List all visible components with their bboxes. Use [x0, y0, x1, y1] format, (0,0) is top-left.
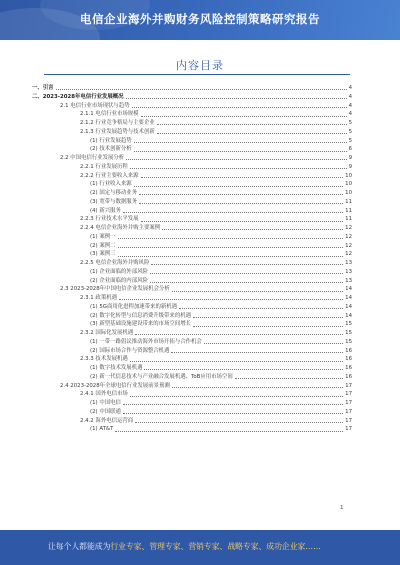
- toc-leader-dots: [123, 212, 343, 213]
- toc-entry-title: 2.4 2023-2028年全球电信行业发展前景预测: [60, 382, 170, 389]
- table-of-contents: [32, 84, 352, 434]
- toc-entry-page: 16: [345, 356, 352, 363]
- toc-entry[interactable]: [32, 268, 352, 277]
- toc-entry[interactable]: [32, 329, 352, 338]
- toc-leader-dots: [123, 413, 343, 414]
- toc-leader-dots: [130, 361, 343, 362]
- toc-entry-title: 2.1.2 行业竞争格局与主要企业: [80, 120, 155, 126]
- toc-entry-title: 2.4.1 国外电信市场: [80, 391, 128, 398]
- toc-entry-title: (1) 行业收入来源: [90, 181, 132, 188]
- toc-leader-dots: [157, 133, 347, 134]
- toc-leader-dots: [171, 352, 343, 353]
- footer-slogan: [48, 541, 321, 552]
- toc-entry[interactable]: [32, 198, 352, 207]
- toc-entry[interactable]: [32, 425, 352, 434]
- toc-entry-page: 5: [348, 120, 352, 126]
- toc-entry-title: 2.2.4 电信企业海外并购主要案例: [80, 225, 161, 231]
- toc-leader-dots: [172, 291, 343, 292]
- toc-leader-dots: [235, 378, 343, 379]
- toc-entry-page: 12: [345, 233, 352, 240]
- toc-entry-title: (1) 中国电信: [90, 400, 121, 406]
- toc-leader-dots: [123, 404, 343, 405]
- toc-entry[interactable]: [32, 233, 352, 242]
- toc-entry-title: 一、引言: [32, 85, 54, 91]
- toc-leader-dots: [118, 256, 344, 257]
- toc-entry[interactable]: [32, 180, 352, 189]
- toc-entry-title: 2.2.2 行业主要收入来源: [80, 172, 139, 179]
- report-title: 电信企业海外并购财务风险控制策略研究报告: [80, 12, 320, 26]
- toc-entry[interactable]: [32, 312, 352, 321]
- toc-leader-dots: [130, 396, 343, 397]
- toc-leader-dots: [126, 159, 346, 160]
- toc-entry-page: 4: [348, 93, 352, 100]
- toc-leader-dots: [141, 177, 344, 178]
- toc-entry[interactable]: [32, 285, 352, 294]
- toc-entry-page: 4: [348, 102, 352, 109]
- toc-entry[interactable]: [32, 250, 352, 259]
- toc-leader-dots: [179, 308, 343, 309]
- toc-entry[interactable]: [32, 137, 352, 146]
- toc-leader-dots: [204, 343, 343, 344]
- toc-entry-title: 2.2.3 行业技术水平发展: [80, 216, 139, 223]
- toc-entry-title: (2) 固定与移动业务: [90, 190, 138, 196]
- toc-entry-title: 2.2.5 电信企业海外并购风险: [80, 260, 150, 266]
- toc-entry[interactable]: [32, 102, 352, 111]
- toc-entry-title: 2.3.2 国际化发展机遇: [80, 330, 134, 336]
- toc-entry[interactable]: [32, 110, 352, 119]
- toc-entry-title: (3) 新型基础设施建设带来的市场空间增长: [90, 321, 191, 328]
- toc-entry-page: 5: [348, 137, 352, 144]
- toc-leader-dots: [134, 151, 347, 152]
- toc-entry-page: 14: [345, 295, 352, 301]
- toc-entry-title: (1) 企业面临的外部风险: [90, 268, 148, 275]
- toc-entry-page: 16: [345, 347, 352, 354]
- toc-entry[interactable]: [32, 145, 352, 154]
- toc-leader-dots: [150, 273, 343, 274]
- toc-entry-page: 6: [348, 146, 352, 153]
- toc-entry-page: 12: [345, 251, 352, 258]
- toc-leader-dots: [162, 229, 343, 230]
- toc-entry-page: 12: [345, 225, 352, 231]
- toc-entry-page: 15: [345, 330, 352, 336]
- toc-entry[interactable]: [32, 215, 352, 224]
- toc-leader-dots: [130, 168, 347, 169]
- toc-entry-page: 10: [345, 181, 352, 188]
- toc-entry-page: 15: [345, 321, 352, 328]
- toc-entry-page: 14: [345, 303, 352, 310]
- toc-leader-dots: [126, 98, 347, 99]
- toc-entry-title: 2.2.1 行业发展历程: [80, 163, 128, 170]
- toc-entry[interactable]: [32, 408, 352, 417]
- toc-leader-dots: [150, 282, 343, 283]
- toc-entry[interactable]: [32, 417, 352, 426]
- toc-divider: [44, 74, 350, 75]
- toc-leader-dots: [56, 89, 347, 90]
- toc-entry[interactable]: [32, 207, 352, 216]
- toc-entry[interactable]: [32, 189, 352, 198]
- toc-leader-dots: [115, 431, 343, 432]
- toc-entry-title: (3) 宽带与数据服务: [90, 198, 138, 205]
- toc-entry[interactable]: [32, 128, 352, 137]
- toc-entry-page: 16: [345, 373, 352, 380]
- toc-leader-dots: [141, 221, 344, 222]
- toc-leader-dots: [135, 334, 343, 335]
- toc-entry[interactable]: [32, 154, 352, 163]
- toc-entry-title: (1) 5G商用化进程加速带来的新机遇: [90, 303, 178, 310]
- toc-entry-title: (1) 行业发展趋势: [90, 137, 132, 144]
- toc-entry-page: 17: [345, 417, 352, 424]
- toc-leader-dots: [139, 203, 343, 204]
- toc-entry-page: 17: [345, 400, 352, 406]
- toc-entry[interactable]: [32, 382, 352, 391]
- toc-entry-page: 9: [348, 163, 352, 170]
- toc-entry[interactable]: [32, 163, 352, 172]
- toc-entry-page: 4: [348, 111, 352, 118]
- toc-entry[interactable]: [32, 338, 352, 347]
- toc-leader-dots: [141, 116, 347, 117]
- toc-entry-page: 13: [345, 268, 352, 275]
- toc-entry[interactable]: [32, 242, 352, 251]
- toc-entry-title: (2) 技术创新分析: [90, 146, 132, 153]
- toc-entry-title: 2.4.2 海外电信运营商: [80, 417, 134, 424]
- toc-entry-page: 10: [345, 172, 352, 179]
- toc-leader-dots: [193, 317, 343, 318]
- toc-entry-page: 17: [345, 391, 352, 398]
- toc-entry-title: (4) 新兴服务: [90, 207, 121, 214]
- toc-entry-title: (2) 企业面临的内部风险: [90, 277, 148, 284]
- toc-leader-dots: [119, 299, 343, 300]
- footer-slogan-prefix: 让每个人都能成为: [48, 542, 111, 551]
- footer-slogan-highlight: 行业专家、管理专家、营销专家、战略专家、成功企业家……: [110, 542, 321, 551]
- toc-entry[interactable]: [32, 119, 352, 128]
- toc-entry-page: 11: [345, 207, 352, 214]
- toc-entry-title: 2.3.1 政策机遇: [80, 295, 117, 301]
- toc-leader-dots: [134, 186, 343, 187]
- toc-entry-title: (3) 案例三: [90, 251, 116, 258]
- toc-entry-page: 10: [345, 190, 352, 196]
- toc-entry-page: 11: [345, 198, 352, 205]
- toc-entry-title: (1) 数字技术发展机遇: [90, 365, 143, 371]
- toc-entry-title: 2.2 中国电信行业发展分析: [60, 155, 125, 161]
- toc-entry-page: 16: [345, 365, 352, 371]
- toc-leader-dots: [151, 264, 343, 265]
- toc-leader-dots: [132, 107, 347, 108]
- toc-entry[interactable]: [32, 259, 352, 268]
- toc-leader-dots: [172, 387, 343, 388]
- toc-leader-dots: [135, 422, 343, 423]
- toc-entry[interactable]: [32, 320, 352, 329]
- toc-entry[interactable]: [32, 93, 352, 102]
- toc-entry-page: 11: [345, 216, 352, 223]
- toc-leader-dots: [157, 124, 347, 125]
- toc-leader-dots: [144, 369, 343, 370]
- toc-entry-title: (2) 新一代信息技术与产业融合发展机遇、ToB应用市场空间: [90, 373, 233, 380]
- toc-entry-title: (1) 案例一: [90, 233, 116, 240]
- toc-entry-title: (1) 一带一路倡议推动海外市场开拓与合作机会: [90, 338, 202, 345]
- toc-entry-title: 2.3.3 技术发展机遇: [80, 356, 128, 363]
- toc-leader-dots: [139, 194, 343, 195]
- toc-entry-page: 17: [345, 382, 352, 389]
- toc-leader-dots: [118, 238, 344, 239]
- toc-entry-page: 14: [345, 312, 352, 319]
- toc-entry[interactable]: [32, 355, 352, 364]
- toc-entry[interactable]: [32, 172, 352, 181]
- toc-entry-page: 12: [345, 242, 352, 249]
- toc-entry-page: 13: [345, 260, 352, 266]
- toc-entry[interactable]: [32, 277, 352, 286]
- page-number: 1: [340, 505, 344, 511]
- toc-entry-title: 2.3 2023-2028年中国电信企业发展机会分析: [60, 286, 170, 293]
- toc-entry[interactable]: [32, 303, 352, 312]
- toc-entry[interactable]: [32, 347, 352, 356]
- toc-entry-title: (1) AT&T: [90, 426, 114, 433]
- toc-leader-dots: [118, 247, 344, 248]
- toc-entry-page: 4: [348, 85, 352, 91]
- toc-entry[interactable]: [32, 373, 352, 382]
- toc-entry-page: 17: [345, 426, 352, 433]
- toc-entry-page: 9: [348, 155, 352, 161]
- toc-entry[interactable]: [32, 84, 352, 93]
- toc-entry-page: 13: [345, 277, 352, 284]
- toc-entry[interactable]: [32, 390, 352, 399]
- toc-leader-dots: [134, 142, 347, 143]
- toc-entry-title: (2) 国际市场合作与资源整合机遇: [90, 347, 170, 354]
- toc-entry-page: 5: [348, 128, 352, 135]
- toc-entry-title: 2.1.1 电信行业市场规模: [80, 111, 139, 118]
- toc-entry[interactable]: [32, 364, 352, 373]
- toc-entry-title: (2) 数字化转型与信息消费升级带来的机遇: [90, 312, 191, 319]
- toc-entry[interactable]: [32, 294, 352, 303]
- toc-entry[interactable]: [32, 224, 352, 233]
- toc-entry-title: (2) 中国联通: [90, 408, 121, 415]
- toc-entry-page: 14: [345, 286, 352, 293]
- toc-entry-page: 15: [345, 338, 352, 345]
- toc-entry-title: 2.1.3 行业发展趋势与技术创新: [80, 128, 155, 135]
- toc-entry-title: 二、2023-2028年电信行业发展概况: [32, 93, 124, 100]
- toc-entry-title: (2) 案例二: [90, 242, 116, 249]
- toc-heading: 内容目录: [176, 59, 224, 72]
- toc-entry-page: 17: [345, 408, 352, 415]
- toc-entry-title: 2.1 电信行业市场现状与趋势: [60, 102, 130, 109]
- toc-entry[interactable]: [32, 399, 352, 408]
- toc-leader-dots: [193, 326, 343, 327]
